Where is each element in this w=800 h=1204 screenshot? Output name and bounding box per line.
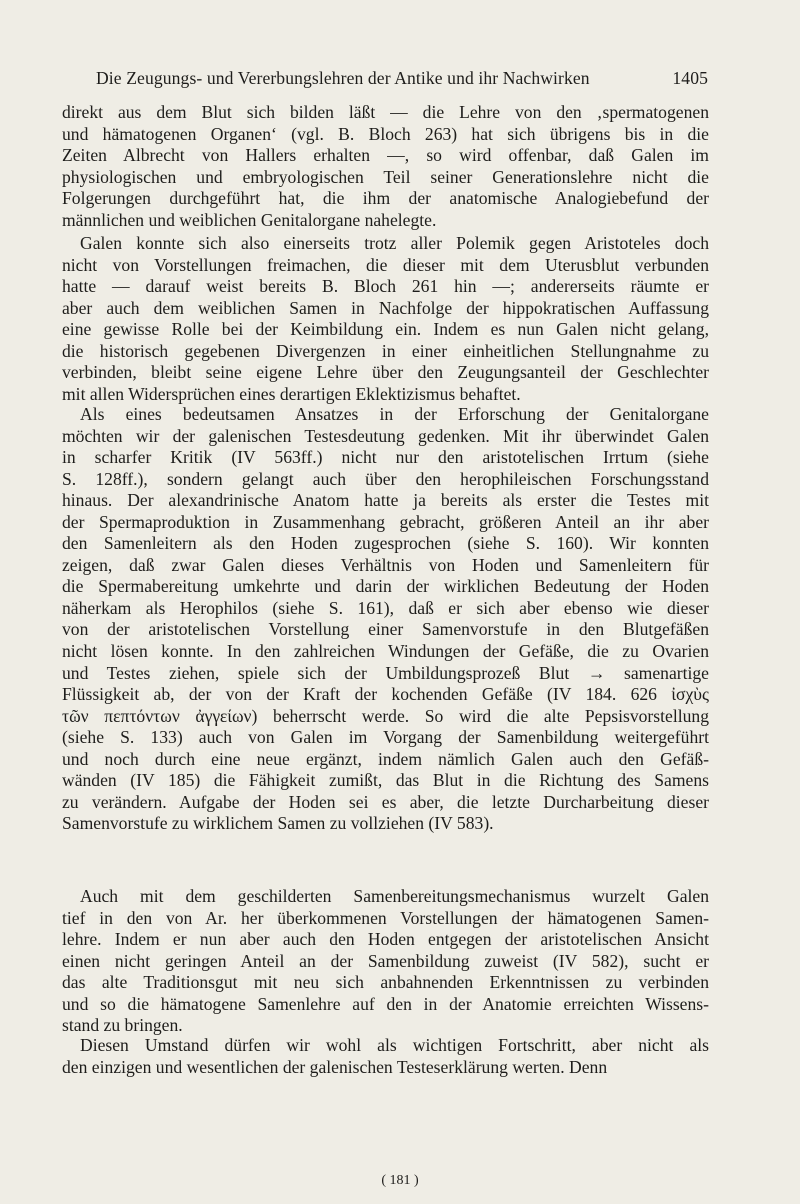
running-title: Die Zeugungs- und Vererbungslehren der Antike und ihr Nachwirken [96, 68, 590, 88]
text-line: Als eines bedeutsamen Ansatzes in der Erforschung der Genitalorgane [80, 404, 709, 424]
text-line: Folgerungen durchgeführt hat, die ihm der anatomische Analogiebefund der [62, 188, 709, 209]
text-line: in scharfer Kritik (IV 563ff.) nicht nur den aristotelischen Irrtum (siehe [62, 447, 709, 468]
text-line: Diesen Umstand dürfen wir wohl als wichtigen Fortschritt, aber nicht als [80, 1035, 709, 1055]
text-line: nicht von Vorstellungen freimachen, die dieser mit dem Uterusblut verbunden [62, 254, 709, 275]
text-line: eine gewisse Rolle bei der Keimbildung ein. Indem es nun Galen nicht gelang, [62, 319, 709, 340]
text-line: das alte Traditionsgut mit neu sich anbahnenden Erkenntnissen zu verbinden [62, 972, 709, 993]
text-line: zu verändern. Aufgabe der Hoden sei es aber, die letzte Durcharbeitung dieser [62, 791, 709, 812]
text-line: τῶν πεπτόντων ἀγγείων) beherrscht werde. So wird die alte Pepsisvorstellung [62, 705, 709, 726]
text-line: von der aristotelischen Vorstellung einer Samenvorstufe in den Blutgefäßen [62, 619, 709, 640]
text-line: zeigen, daß zwar Galen dieses Verhältnis von Hoden und Samenleitern für [62, 554, 709, 575]
running-header [96, 68, 708, 89]
text-line: männlichen und weiblichen Genitalorgane nahelegte. [62, 209, 437, 230]
text-line: Flüssigkeit ab, der von der Kraft der kochenden Gefäße (IV 184. 626 ἰσχὺς [62, 684, 709, 705]
text-line: möchten wir der galenischen Testesdeutung gedenken. Mit ihr überwindet Galen [62, 425, 709, 446]
text-line: direkt aus dem Blut sich bilden läßt — die Lehre von den ‚spermatogenen [62, 102, 709, 122]
text-line: physiologischen und embryologischen Teil seiner Generationslehre nicht die [62, 166, 709, 187]
text-line: die Spermabereitung umkehrte und darin der wirklichen Bedeutung der Hoden [62, 576, 709, 597]
text-line: und so die hämatogene Samenlehre auf den in der Anatomie erreichten Wissens- [62, 993, 709, 1014]
text-line: Galen konnte sich also einerseits trotz aller Polemik gegen Aristoteles doch [80, 233, 709, 253]
text-line: S. 128ff.), sondern gelangt auch über den herophileischen Forschungsstand [62, 468, 709, 489]
text-line: hinaus. Der alexandrinische Anatom hatte ja bereits als erster die Testes mit [62, 490, 709, 511]
page-footer [0, 1173, 800, 1189]
text-line: mit allen Widersprüchen eines derartigen Eklektizismus behaftet. [62, 383, 521, 404]
text-line: verbinden, bleibt seine eigene Lehre über den Zeugungsanteil der Geschlechter [62, 362, 709, 383]
text-line: hatte — darauf weist bereits B. Bloch 261 hin —; andererseits räumte er [62, 276, 709, 297]
text-line: den einzigen und wesentlichen der galenischen Testeserklärung werten. Denn [62, 1056, 608, 1077]
text-line: Auch mit dem geschilderten Samenbereitungsmechanismus wurzelt Galen [80, 886, 709, 906]
paragraph-1 [62, 102, 709, 231]
footer-page-label: ( 181 ) [381, 1173, 419, 1188]
text-line: Zeiten Albrecht von Hallers erhalten —, so wird offenbar, daß Galen im [62, 145, 709, 166]
text-line: aber auch dem weiblichen Samen in Nachfolge der hippokratischen Auffassung [62, 297, 709, 318]
text-line: lehre. Indem er nun aber auch den Hoden entgegen der aristotelischen Ansicht [62, 929, 709, 950]
text-line: näherkam als Herophilos (siehe S. 161), daß er sich aber ebenso wie dieser [62, 597, 709, 618]
text-line: (siehe S. 133) auch von Galen im Vorgang der Samenbildung weitergeführt [62, 727, 709, 748]
text-line: tief in den von Ar. her überkommenen Vorstellungen der hämatogenen Samen- [62, 907, 709, 928]
text-line: stand zu bringen. [62, 1015, 183, 1036]
text-line: die historisch gegebenen Divergenzen in einer einheitlichen Stellungnahme zu [62, 340, 709, 361]
paragraph-2 [62, 233, 709, 405]
paragraph-3 [62, 404, 709, 835]
text-line: und hämatogenen Organen‘ (vgl. B. Bloch 263) hat sich übrigens bis in die [62, 123, 709, 144]
text-line: Samenvorstufe zu wirklichem Samen zu vollziehen (IV 583). [62, 813, 494, 834]
text-line: der Spermaproduktion in Zusammenhang gebracht, größeren Anteil an ihr aber [62, 511, 709, 532]
page-number: 1405 [672, 68, 708, 88]
paragraph-4 [62, 886, 709, 1037]
text-line: einen nicht geringen Anteil an der Samenbildung zuweist (IV 582), sucht er [62, 950, 709, 971]
text-line: wänden (IV 185) die Fähigkeit zumißt, das Blut in die Richtung des Samens [62, 770, 709, 791]
text-line: nicht lösen konnte. In den zahlreichen Windungen der Gefäße, die zu Ovarien [62, 641, 709, 662]
text-line: und Testes ziehen, spiele sich der Umbildungsprozeß Blut → samenartige [62, 662, 709, 683]
text-line: den Samenleitern als den Hoden zugesprochen (siehe S. 160). Wir konnten [62, 533, 709, 554]
paragraph-5 [62, 1035, 709, 1078]
text-line: und noch durch eine neue ergänzt, indem nämlich Galen auch den Gefäß- [62, 748, 709, 769]
